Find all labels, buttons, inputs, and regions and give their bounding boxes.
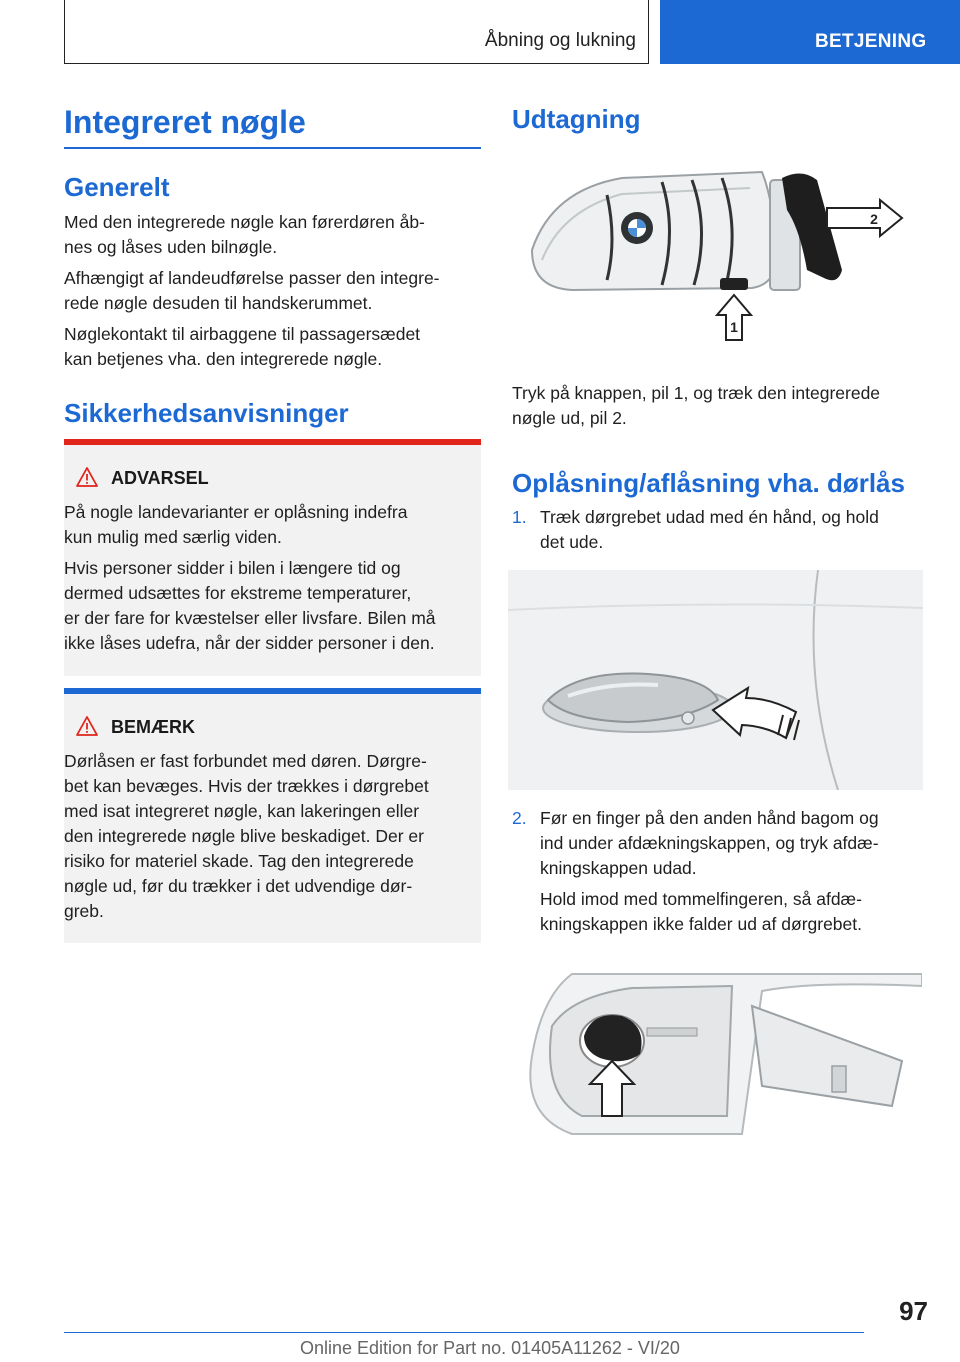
step-2: 2. Før en finger på den anden hånd bagom og ind under afdækningskappen, og tryk afdæ- kningskappen udad. Hold imod med tommelfingeren, så afdæ- kningskappen ikke falder ud af dørgrebet.: [512, 808, 879, 934]
arrow-label-1: 1: [730, 319, 738, 335]
heading-general: Generelt: [64, 172, 170, 202]
key-removal-illustration: [512, 150, 922, 360]
page-title: Integreret nøgle: [64, 104, 306, 140]
page-number: 97: [899, 1296, 928, 1326]
running-header-chapter: [660, 0, 960, 64]
general-paragraph-2: Afhængigt af landeudførelse passer den integre- rede nøgle desuden til handskerummet.: [64, 268, 440, 313]
warning-bar: [64, 439, 481, 445]
running-header-section: [64, 0, 649, 64]
notice-title: BEMÆRK: [111, 717, 195, 737]
heading-door-lock: Oplåsning/aflåsning vha. dørlås: [512, 468, 905, 498]
warning-title: ADVARSEL: [111, 468, 209, 488]
cover-cap-illustration: [512, 966, 922, 1136]
notice-box: [64, 688, 481, 943]
arrow-label-2: 2: [870, 211, 878, 227]
warning-box: [64, 439, 481, 676]
heading-removal: Udtagning: [512, 104, 641, 134]
notice-triangle-icon: [76, 716, 98, 736]
step-1: 1. Træk dørgrebet udad med én hånd, og hold det ude.: [512, 507, 879, 552]
removal-paragraph: Tryk på knappen, pil 1, og træk den integrerede nøgle ud, pil 2.: [512, 383, 881, 428]
warning-triangle-icon: [76, 467, 98, 487]
heading-safety: Sikkerhedsanvisninger: [64, 398, 349, 428]
step-2-number: 2.: [512, 808, 527, 828]
notice-bar: [64, 688, 481, 694]
section-title: Åbning og lukning: [484, 30, 636, 51]
chapter-title: BETJENING: [815, 31, 927, 52]
step-1-number: 1.: [512, 507, 527, 527]
footer-rule: [64, 1332, 864, 1333]
general-paragraph-1: Med den integrerede nøgle kan førerdøren åb- nes og låses uden bilnøgle.: [64, 212, 425, 257]
title-rule: [64, 147, 481, 149]
footer-edition: Online Edition for Part no. 01405A11262 - VI/20: [300, 1338, 680, 1358]
general-paragraph-3: Nøglekontakt til airbaggene til passagersædet kan betjenes vha. den integrerede nøgle.: [64, 324, 421, 369]
notice-text: Dørlåsen er fast forbundet med døren. Dørgre- bet kan bevæges. Hvis der trækkes i dørgrebet med isat integreret nøgle, kan lakeringen eller den integrerede nøgle blive beskadiget. Der er risiko for materiel skade. Tag den integrerede nøgle ud, før du trækker i det udvendige dør- greb.: [64, 751, 429, 921]
door-handle-illustration: [508, 570, 923, 790]
warning-text: På nogle landevarianter er oplåsning indefra kun mulig med særlig viden. Hvis personer sidder i bilen i længere tid og dermed udsættes for ekstreme temperaturer, er der fare for kvæstelser eller livsfare. Bilen må ikke låses udefra, når der sidder personer i den.: [64, 502, 436, 653]
